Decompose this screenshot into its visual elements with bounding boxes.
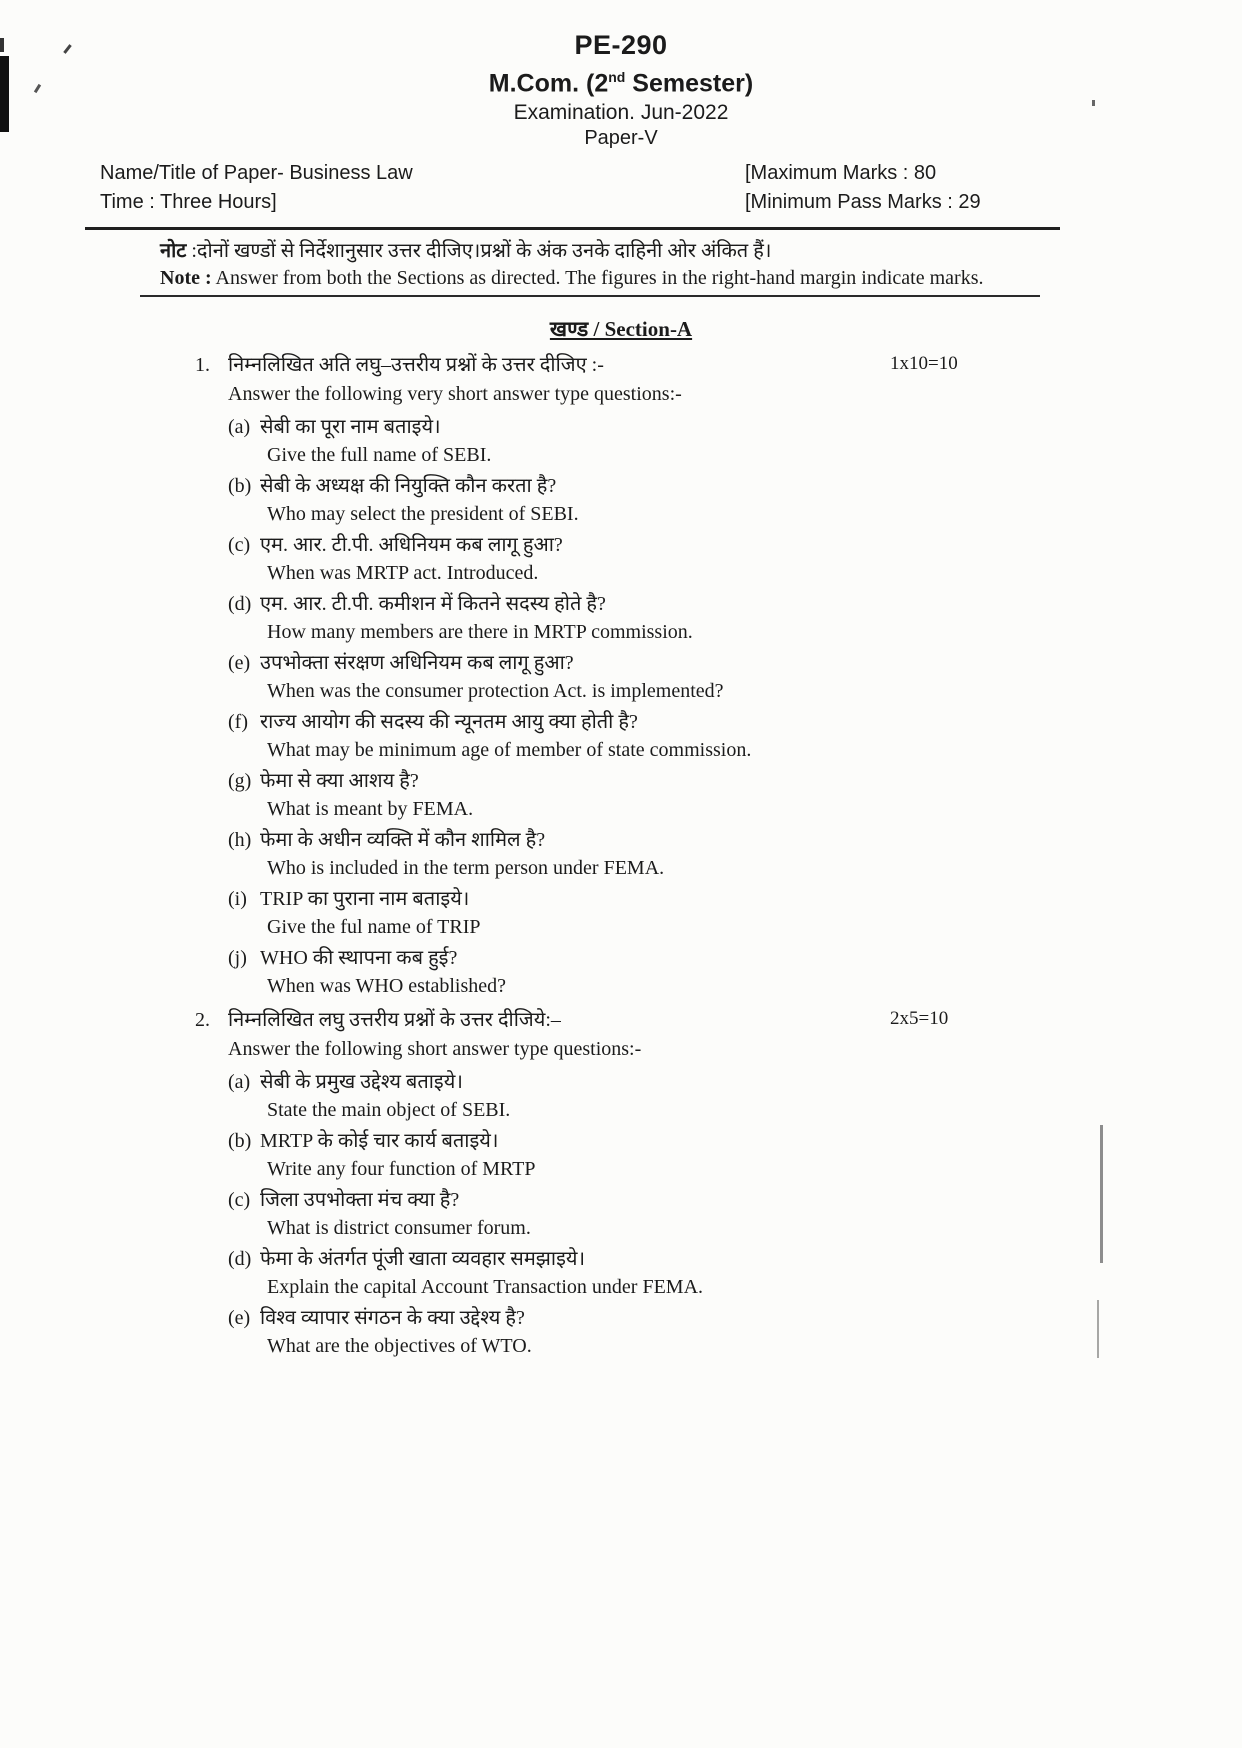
- question-english: Answer the following very short answer type questions:-: [228, 383, 682, 406]
- sub-question-label: (a): [228, 416, 251, 439]
- sub-question-label: (f): [228, 711, 248, 734]
- sub-question-label: (c): [228, 534, 251, 557]
- sub-question-label: (a): [228, 1071, 251, 1094]
- note-hindi-label: नोट: [160, 240, 187, 263]
- course-title-pre: M.Com. (2: [488, 69, 609, 98]
- sub-question: [228, 1186, 1242, 1242]
- sub-question-hindi: फेमा के अधीन व्यक्ति में कौन शामिल है?: [260, 829, 546, 852]
- note-english: [160, 265, 1242, 292]
- question-list: [195, 351, 1242, 1360]
- sub-question: [228, 1127, 1242, 1183]
- sub-question-hindi: सेबी के प्रमुख उद्देश्य बताइये।: [260, 1071, 463, 1094]
- sub-question-hindi: सेबी का पूरा नाम बताइये।: [260, 416, 441, 439]
- paper-number: Paper-V: [584, 127, 658, 150]
- sub-question-hindi: फेमा के अंतर्गत पूंजी खाता व्यवहार समझाइये।: [260, 1248, 586, 1271]
- sub-question-label: (i): [228, 888, 247, 911]
- sub-question: [228, 413, 1242, 469]
- sub-question-label: (e): [228, 652, 251, 675]
- scan-artifact: [0, 38, 4, 52]
- question-english: Answer the following short answer type questions:-: [228, 1038, 642, 1061]
- sub-question-hindi: सेबी के अध्यक्ष की नियुक्ति कौन करता है?: [260, 475, 557, 498]
- question-number: 2.: [195, 1009, 210, 1032]
- question-hindi: निम्नलिखित लघु उत्तरीय प्रश्नों के उत्तर दीजिये:–: [228, 1009, 561, 1032]
- question-marks: 1x10=10: [890, 353, 958, 375]
- sub-question-english: State the main object of SEBI.: [267, 1099, 511, 1122]
- paper-header: [0, 0, 1242, 150]
- scan-artifact: [1092, 100, 1095, 106]
- note-english-label: Note :: [160, 267, 212, 290]
- sub-question-english: When was MRTP act. Introduced.: [267, 562, 539, 585]
- sub-question-label: (e): [228, 1307, 251, 1330]
- scan-artifact: [0, 56, 9, 132]
- sub-question: [228, 1245, 1242, 1301]
- question-2: [195, 1006, 1242, 1360]
- sub-question-label: (d): [228, 1248, 252, 1271]
- sub-question-english: What is district consumer forum.: [267, 1217, 531, 1240]
- question-number: 1.: [195, 354, 210, 377]
- sub-question: [228, 649, 1242, 705]
- note-hindi: [160, 238, 1242, 265]
- maximum-marks: [Maximum Marks : 80: [745, 162, 937, 185]
- sub-question: [228, 767, 1242, 823]
- sub-question-english: Who may select the president of SEBI.: [267, 503, 579, 526]
- section-a-title: खण्ड / Section-A: [549, 317, 693, 342]
- course-title-sup: nd: [608, 69, 626, 85]
- sub-question-english: How many members are there in MRTP commission.: [267, 621, 693, 644]
- sub-question-hindi: फेमा से क्या आशय है?: [260, 770, 419, 793]
- note-english-text: Answer from both the Sections as directed. The figures in the right-hand margin indicate marks.: [211, 267, 984, 290]
- exam-session: Examination. Jun-2022: [513, 101, 729, 125]
- sub-question-english: What is meant by FEMA.: [267, 798, 474, 821]
- sub-question-english: When was WHO established?: [267, 975, 507, 998]
- sub-question-hindi: एम. आर. टी.पी. कमीशन में कितने सदस्य होते है?: [260, 593, 606, 616]
- sub-question-english: Write any four function of MRTP: [267, 1158, 536, 1181]
- note-hindi-text: :दोनों खण्डों से निर्देशानुसार उत्तर दीजिए।प्रश्नों के अंक उनके दाहिनी ओर अंकित हैं।: [186, 240, 772, 263]
- question-2-head: [195, 1006, 1242, 1064]
- question-1-head: [195, 351, 1242, 409]
- question-1: [195, 351, 1242, 1000]
- note-block: [160, 238, 1242, 292]
- time-allowed: Time : Three Hours]: [100, 191, 277, 214]
- note-rule: [140, 295, 1040, 297]
- sub-question-hindi: TRIP का पुराना नाम बताइये।: [260, 888, 470, 911]
- minimum-pass-marks: [Minimum Pass Marks : 29: [745, 191, 981, 214]
- sub-question: [228, 472, 1242, 528]
- question-marks: 2x5=10: [890, 1008, 949, 1030]
- sub-question-label: (b): [228, 1130, 252, 1153]
- sub-question-english: Who is included in the term person under FEMA.: [267, 857, 665, 880]
- sub-question-english: Explain the capital Account Transaction under FEMA.: [267, 1276, 704, 1299]
- sub-question-hindi: जिला उपभोक्ता मंच क्या है?: [260, 1189, 460, 1212]
- sub-question-english: What are the objectives of WTO.: [267, 1335, 532, 1358]
- course-title-post: Semester): [625, 69, 754, 98]
- sub-question-label: (d): [228, 593, 252, 616]
- paper-info: [0, 162, 1242, 220]
- sub-question-english: Give the full name of SEBI.: [267, 444, 492, 467]
- paper-code: PE-290: [574, 30, 668, 60]
- sub-question: [228, 826, 1242, 882]
- header-rule: [85, 227, 1060, 230]
- sub-question-hindi: विश्व व्यापार संगठन के क्या उद्देश्य है?: [260, 1307, 525, 1330]
- sub-question-english: When was the consumer protection Act. is implemented?: [267, 680, 724, 703]
- sub-question-hindi: राज्य आयोग की सदस्य की न्यूनतम आयु क्या होती है?: [260, 711, 638, 734]
- sub-question-hindi: उपभोक्ता संरक्षण अधिनियम कब लागू हुआ?: [260, 652, 574, 675]
- paper-name: Name/Title of Paper- Business Law: [100, 162, 413, 185]
- sub-question-hindi: WHO की स्थापना कब हुई?: [260, 947, 458, 970]
- sub-question-label: (h): [228, 829, 252, 852]
- sub-question: [228, 531, 1242, 587]
- sub-question-english: Give the ful name of TRIP: [267, 916, 481, 939]
- sub-question: [228, 944, 1242, 1000]
- sub-question: [228, 1304, 1242, 1360]
- sub-question-english: What may be minimum age of member of state commission.: [267, 739, 752, 762]
- sub-question-label: (b): [228, 475, 252, 498]
- sub-question-label: (j): [228, 947, 247, 970]
- sub-question: [228, 1068, 1242, 1124]
- sub-question: [228, 885, 1242, 941]
- sub-question-hindi: MRTP के कोई चार कार्य बताइये।: [260, 1130, 499, 1153]
- sub-question-label: (g): [228, 770, 252, 793]
- course-title: [0, 60, 1242, 100]
- sub-question: [228, 708, 1242, 764]
- sub-question: [228, 590, 1242, 646]
- sub-question-hindi: एम. आर. टी.पी. अधिनियम कब लागू हुआ?: [260, 534, 563, 557]
- question-hindi: निम्नलिखित अति लघु–उत्तरीय प्रश्नों के उत्तर दीजिए :-: [228, 354, 604, 377]
- sub-question-label: (c): [228, 1189, 251, 1212]
